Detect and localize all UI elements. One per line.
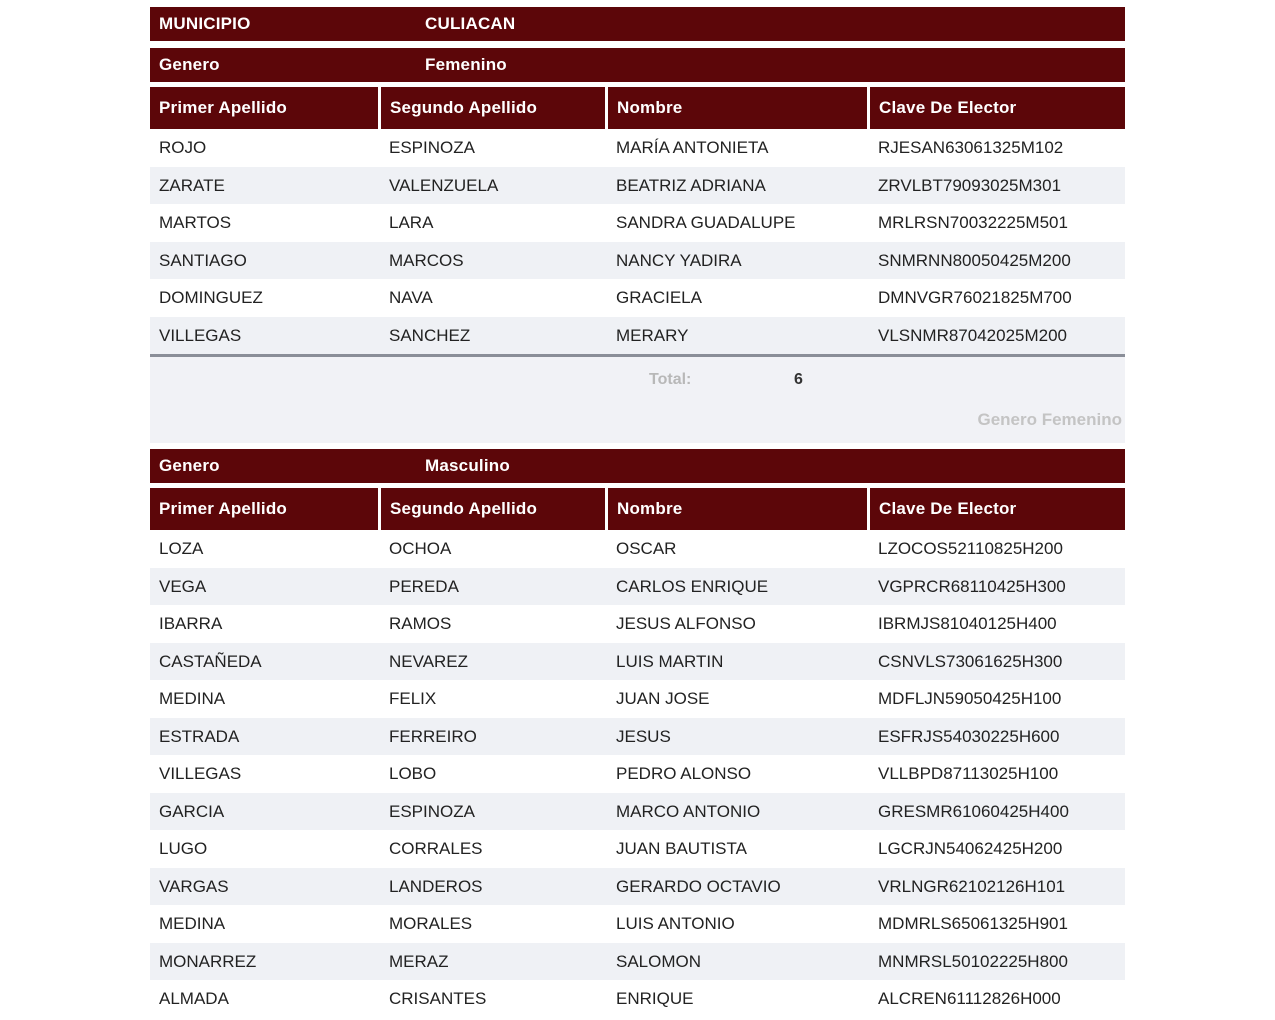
genero-value: Femenino [425, 55, 507, 74]
cell-segundo-apellido: SANCHEZ [389, 325, 471, 345]
total-value: 6 [794, 371, 803, 388]
cell-clave-elector: CSNVLS73061625H300 [878, 651, 1063, 671]
cell-primer-apellido: IBARRA [159, 614, 223, 633]
cell-primer-apellido: ZARATE [159, 175, 225, 195]
genero-label: Genero [159, 456, 220, 475]
report [150, 0, 1125, 1018]
femenino-footer [150, 357, 1125, 443]
genero-masculino-bar [150, 449, 1125, 483]
column-header-nombre: Nombre [605, 488, 867, 530]
table-row [150, 905, 1125, 943]
cell-nombre: MERARY [616, 325, 689, 345]
cell-clave-elector: SNMRNN80050425M200 [878, 250, 1071, 270]
cell-nombre: JESUS [616, 726, 671, 746]
cell-nombre: OSCAR [616, 539, 677, 558]
cell-clave-elector: LZOCOS52110825H200 [878, 539, 1063, 558]
cell-segundo-apellido: CRISANTES [389, 989, 487, 1008]
cell-clave-elector: MDMRLS65061325H901 [878, 914, 1068, 933]
cell-nombre: LUIS ANTONIO [616, 914, 735, 933]
cell-segundo-apellido: MERAZ [389, 951, 449, 971]
table-row [150, 605, 1125, 643]
cell-nombre: PEDRO ALONSO [616, 764, 752, 783]
cell-clave-elector: VGPRCR68110425H300 [878, 576, 1066, 596]
cell-segundo-apellido: NEVAREZ [389, 651, 469, 671]
table-row [150, 868, 1125, 906]
cell-segundo-apellido: LANDEROS [389, 876, 483, 896]
cell-clave-elector: VRLNGR62102126H101 [878, 876, 1066, 896]
cell-segundo-apellido: VALENZUELA [389, 175, 499, 195]
cell-segundo-apellido: MARCOS [389, 250, 464, 270]
cell-clave-elector: ESFRJS54030225H600 [878, 726, 1060, 746]
table-row [150, 129, 1125, 167]
cell-primer-apellido: MEDINA [159, 689, 226, 708]
cell-nombre: BEATRIZ ADRIANA [616, 175, 766, 195]
total-label: Total: [649, 371, 692, 388]
table-row [150, 317, 1125, 355]
cell-primer-apellido: MEDINA [159, 914, 226, 933]
cell-nombre: MARCO ANTONIO [616, 801, 761, 821]
municipio-bar [150, 7, 1125, 41]
genero-label: Genero [159, 55, 220, 74]
cell-nombre: JUAN JOSE [616, 689, 710, 708]
table-body-femenino [150, 129, 1125, 354]
cell-segundo-apellido: ESPINOZA [389, 138, 475, 157]
cell-clave-elector: LGCRJN54062425H200 [878, 839, 1063, 858]
table-row [150, 830, 1125, 868]
cell-clave-elector: MDFLJN59050425H100 [878, 689, 1062, 708]
cell-nombre: ENRIQUE [616, 989, 694, 1008]
cell-primer-apellido: MARTOS [159, 213, 232, 232]
cell-nombre: JUAN BAUTISTA [616, 839, 747, 858]
table-header-masculino [150, 488, 1125, 530]
cell-primer-apellido: ALMADA [159, 989, 229, 1008]
cell-clave-elector: VLSNMR87042025M200 [878, 325, 1068, 345]
genero-femenino-bar [150, 48, 1125, 82]
table-row [150, 204, 1125, 242]
cell-nombre: SALOMON [616, 951, 702, 971]
column-header-segundo-apellido: Segundo Apellido [378, 488, 605, 530]
cell-primer-apellido: ROJO [159, 138, 207, 157]
cell-primer-apellido: ESTRADA [159, 726, 240, 746]
table-row [150, 242, 1125, 280]
cell-primer-apellido: SANTIAGO [159, 250, 247, 270]
cell-segundo-apellido: FELIX [389, 689, 437, 708]
table-row [150, 643, 1125, 681]
cell-primer-apellido: VEGA [159, 576, 207, 596]
cell-nombre: NANCY YADIRA [616, 250, 742, 270]
cell-segundo-apellido: LARA [389, 213, 434, 232]
table-header-femenino [150, 87, 1125, 129]
cell-primer-apellido: VILLEGAS [159, 325, 242, 345]
cell-segundo-apellido: LOBO [389, 764, 437, 783]
cell-clave-elector: IBRMJS81040125H400 [878, 614, 1057, 633]
table-row [150, 167, 1125, 205]
cell-clave-elector: DMNVGR76021825M700 [878, 288, 1072, 307]
municipio-value: CULIACAN [425, 14, 516, 33]
municipio-label: MUNICIPIO [159, 14, 251, 33]
cell-segundo-apellido: CORRALES [389, 839, 483, 858]
cell-nombre: CARLOS ENRIQUE [616, 576, 769, 596]
cell-nombre: MARÍA ANTONIETA [616, 138, 769, 157]
cell-segundo-apellido: PEREDA [389, 576, 459, 596]
table-row [150, 680, 1125, 718]
table-body-masculino [150, 530, 1125, 1018]
cell-segundo-apellido: RAMOS [389, 614, 452, 633]
cell-primer-apellido: MONARREZ [159, 951, 257, 971]
cell-nombre: SANDRA GUADALUPE [616, 213, 796, 232]
cell-nombre: LUIS MARTIN [616, 651, 724, 671]
cell-primer-apellido: GARCIA [159, 801, 225, 821]
column-header-segundo-apellido: Segundo Apellido [378, 87, 605, 129]
cell-clave-elector: ALCREN61112826H000 [878, 989, 1061, 1008]
cell-primer-apellido: VARGAS [159, 876, 229, 896]
column-header-primer-apellido: Primer Apellido [150, 87, 378, 129]
cell-clave-elector: VLLBPD87113025H100 [878, 764, 1059, 783]
cell-primer-apellido: CASTAÑEDA [159, 651, 262, 671]
table-row [150, 279, 1125, 317]
table-row [150, 568, 1125, 606]
cell-nombre: GRACIELA [616, 288, 702, 307]
table-row [150, 793, 1125, 831]
cell-clave-elector: GRESMR61060425H400 [878, 801, 1069, 821]
table-row [150, 718, 1125, 756]
cell-primer-apellido: VILLEGAS [159, 764, 242, 783]
cell-primer-apellido: LUGO [159, 839, 208, 858]
cell-clave-elector: RJESAN63061325M102 [878, 138, 1064, 157]
table-row [150, 755, 1125, 793]
cell-primer-apellido: DOMINGUEZ [159, 288, 263, 307]
table-row [150, 943, 1125, 981]
table-row [150, 530, 1125, 568]
cell-clave-elector: MNMRSL50102225H800 [878, 951, 1068, 971]
column-header-primer-apellido: Primer Apellido [150, 488, 378, 530]
genero-value: Masculino [425, 456, 510, 475]
cell-segundo-apellido: ESPINOZA [389, 801, 475, 821]
column-header-clave: Clave De Elector [867, 87, 1125, 129]
cell-segundo-apellido: MORALES [389, 914, 473, 933]
cell-segundo-apellido: OCHOA [389, 539, 452, 558]
cell-clave-elector: MRLRSN70032225M501 [878, 213, 1068, 232]
cell-segundo-apellido: NAVA [389, 288, 433, 307]
cell-primer-apellido: LOZA [159, 539, 204, 558]
group-caption: Genero Femenino [977, 410, 1122, 429]
column-header-clave: Clave De Elector [867, 488, 1125, 530]
cell-nombre: GERARDO OCTAVIO [616, 876, 781, 896]
cell-nombre: JESUS ALFONSO [616, 614, 756, 633]
column-header-nombre: Nombre [605, 87, 867, 129]
table-row [150, 980, 1125, 1018]
cell-clave-elector: ZRVLBT79093025M301 [878, 175, 1062, 195]
cell-segundo-apellido: FERREIRO [389, 726, 477, 746]
